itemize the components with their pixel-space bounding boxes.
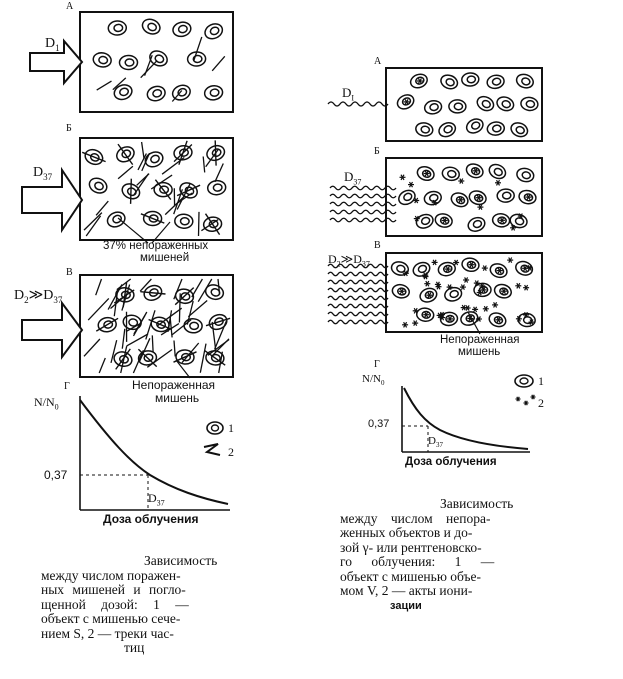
left-graph-letter: Г <box>64 381 70 392</box>
target-cell <box>140 17 162 37</box>
target-cell <box>443 286 463 303</box>
left-legend-2: 2 <box>228 445 234 459</box>
radiation-wave <box>328 312 388 316</box>
target-cell <box>466 215 487 233</box>
left-tick-037: 0,37 <box>44 468 68 482</box>
left-x-tick-d37: $D_{37}$ <box>148 491 165 508</box>
right-panel-c-letter: В <box>374 240 381 251</box>
target-cell <box>112 83 134 102</box>
left-legend-track-icon <box>204 444 220 455</box>
particle-track <box>145 55 153 75</box>
right-caption <box>340 497 537 613</box>
particle-track <box>172 320 192 336</box>
left-unhit-label-2: мишень <box>155 391 200 405</box>
target-cell <box>464 116 485 135</box>
radiation-wave <box>328 304 388 308</box>
particle-track <box>212 56 225 71</box>
target-cell <box>415 122 434 138</box>
left-panel-a-letter: А <box>66 1 74 12</box>
particle-track <box>215 164 223 182</box>
particle-track <box>99 358 105 373</box>
target-cell <box>437 120 458 139</box>
target-cell <box>515 72 535 90</box>
target-cell <box>424 99 443 115</box>
ionization-star <box>402 322 408 327</box>
right-caption-line: Зависимость <box>440 496 514 511</box>
target-cell <box>509 213 529 230</box>
right-caption-line: го облучения: 1 — <box>340 554 495 569</box>
ionization-star <box>447 316 453 321</box>
right-caption-line: зации <box>390 599 422 612</box>
radiation-wave <box>328 296 388 300</box>
ionization-star <box>413 308 419 313</box>
left-panel-a-targets <box>92 17 225 103</box>
ionization-star <box>423 312 429 317</box>
particle-track <box>137 174 149 186</box>
target-cell <box>441 166 460 182</box>
particle-track <box>127 334 148 346</box>
target-cell <box>475 94 496 113</box>
target-cell <box>520 96 539 111</box>
right-tick-037: 0,37 <box>368 418 390 430</box>
left-legend-target-icon <box>207 422 223 434</box>
target-cell <box>105 209 127 229</box>
right-panel-a-letter: А <box>374 56 382 67</box>
left-caption-line: ных мишеней и погло- <box>41 582 186 597</box>
ionization-star <box>492 302 498 307</box>
target-cell <box>461 72 479 86</box>
target-cell <box>204 283 225 302</box>
particle-track <box>218 279 220 295</box>
target-cell <box>423 190 442 206</box>
ionization-star <box>424 281 430 286</box>
particle-track <box>211 339 229 357</box>
right-caption-line: объект с мишенью объе- <box>340 568 482 584</box>
left-caption-line: объект с мишенью сече- <box>41 611 181 626</box>
ionization-star <box>432 260 438 265</box>
right-caption-line: зой γ- или рентгеновско- <box>340 539 482 555</box>
ionization-star <box>499 218 505 223</box>
ionization-star <box>460 285 466 290</box>
target-cell <box>207 180 227 196</box>
ionization-star <box>516 397 521 401</box>
ionization-star <box>477 205 483 210</box>
particle-track <box>122 329 125 349</box>
ionization-star <box>400 175 406 180</box>
left-panel-b-letter: Б <box>66 123 72 134</box>
left-caption-line: Зависимость <box>144 553 218 568</box>
particle-track <box>152 335 153 352</box>
right-caption-line: мом V, 2 — акты иони- <box>340 583 473 598</box>
right-panel-b-targets <box>396 162 537 234</box>
ionization-star <box>495 180 501 185</box>
particle-track <box>147 350 172 368</box>
left-pct-label-2: мишеней <box>140 252 190 264</box>
target-cell <box>495 95 515 113</box>
particle-track <box>118 166 133 179</box>
left-x-axis-label: Доза облучения <box>103 512 199 526</box>
particle-track <box>199 212 200 236</box>
particle-track <box>174 341 175 357</box>
right-dose-37-label: $D_{37}$ <box>344 169 362 187</box>
left-caption-line: между числом поражен- <box>41 567 181 583</box>
target-cell <box>87 175 109 195</box>
left-legend-1: 1 <box>228 421 234 435</box>
left-caption <box>41 554 238 656</box>
left-caption-line: нием S, 2 — треки час- <box>41 625 174 641</box>
particle-track <box>88 298 109 320</box>
left-arrow-c <box>22 303 82 357</box>
left-dose-37-label: $D_{37}$ <box>33 165 53 182</box>
target-cell <box>92 51 112 68</box>
ionization-star <box>408 182 414 187</box>
right-x-axis-label: Доза облучения <box>405 456 497 468</box>
ionization-star <box>472 307 478 312</box>
ionization-star <box>523 285 529 290</box>
right-unhit-label-2: мишень <box>458 346 501 358</box>
left-pct-label: 37% непораженных <box>103 240 209 252</box>
target-cell <box>119 55 137 69</box>
target-cell <box>184 318 203 333</box>
ionization-star <box>483 306 489 311</box>
target-cell <box>396 188 417 208</box>
particle-track <box>182 343 199 363</box>
target-cell <box>487 121 505 136</box>
target-cell <box>108 20 127 35</box>
right-panel-a-targets <box>395 72 539 139</box>
ionization-star <box>524 401 529 405</box>
ionization-star <box>463 277 469 282</box>
particle-track <box>162 158 184 175</box>
right-dose-1-label: $D_I$ <box>342 85 355 103</box>
ionization-star <box>515 283 521 288</box>
left-panel-c-targets <box>84 279 230 373</box>
particle-track <box>179 293 180 322</box>
right-x-tick-d37: $D_{37}$ <box>428 435 443 450</box>
radiation-wave <box>328 320 388 324</box>
particle-track <box>133 350 143 373</box>
left-pointer-3 <box>176 360 190 378</box>
ionization-star <box>531 395 536 399</box>
right-y-axis-label: $N/N_0$ <box>362 373 385 388</box>
radiation-wave <box>328 272 388 276</box>
left-panel-c-letter: В <box>66 267 73 278</box>
right-unhit-label: Непораженная <box>440 334 520 346</box>
target-cell <box>439 73 460 91</box>
right-pointer <box>468 312 480 334</box>
particle-track <box>142 142 145 159</box>
particle-track <box>200 344 206 373</box>
radiation-wave <box>328 288 388 292</box>
right-legend-2: 2 <box>538 396 544 410</box>
particle-track <box>96 279 102 295</box>
target-cell <box>515 167 535 184</box>
left-panel-b-targets <box>82 140 226 236</box>
right-caption-line: женных объектов и до- <box>340 525 473 540</box>
radiation-wave <box>328 102 388 106</box>
particle-track <box>84 339 100 356</box>
target-cell <box>414 212 435 230</box>
target-cell <box>174 214 193 229</box>
right-legend-ionization-icon <box>516 395 536 405</box>
right-panel-a-frame <box>386 68 542 141</box>
right-caption-line: между числом непора- <box>340 510 491 526</box>
right-graph-letter: Г <box>374 359 380 370</box>
ionization-star <box>507 258 513 263</box>
left-unhit-label: Непораженная <box>132 378 215 392</box>
particle-track <box>97 81 112 90</box>
target-cell <box>172 20 193 38</box>
target-cell <box>146 84 167 102</box>
right-legend-target-icon <box>515 375 533 387</box>
right-dose-2-label: $D_2≫D_{37}$ <box>328 252 370 269</box>
right-legend-1: 1 <box>538 374 544 388</box>
radiation-wave <box>328 280 388 284</box>
ionization-star <box>458 179 464 184</box>
left-caption-line: щенной дозой: 1 — <box>41 596 189 612</box>
particle-track <box>170 316 172 338</box>
right-panel-b-letter: Б <box>374 146 380 157</box>
target-cell <box>411 260 432 279</box>
target-cell <box>204 84 224 101</box>
left-dose-1-label: $D_1$ <box>45 36 60 53</box>
particle-track <box>121 346 127 373</box>
left-caption-line: тиц <box>124 640 145 655</box>
left-y-axis-label: $N/N_0$ <box>34 395 59 412</box>
right-panel-c-targets <box>390 257 536 329</box>
ionization-star <box>412 321 418 326</box>
particle-track <box>203 157 205 173</box>
target-cell <box>487 162 508 181</box>
left-dose-2-label: $D_2≫D_{37}$ <box>14 288 63 305</box>
ionization-star <box>482 266 488 271</box>
target-cell <box>486 74 505 90</box>
target-cell <box>449 100 466 113</box>
target-cell <box>509 120 530 139</box>
target-cell <box>497 189 515 203</box>
target-cell <box>203 21 225 41</box>
particle-track <box>212 322 216 352</box>
right-graph-curve <box>404 388 528 449</box>
